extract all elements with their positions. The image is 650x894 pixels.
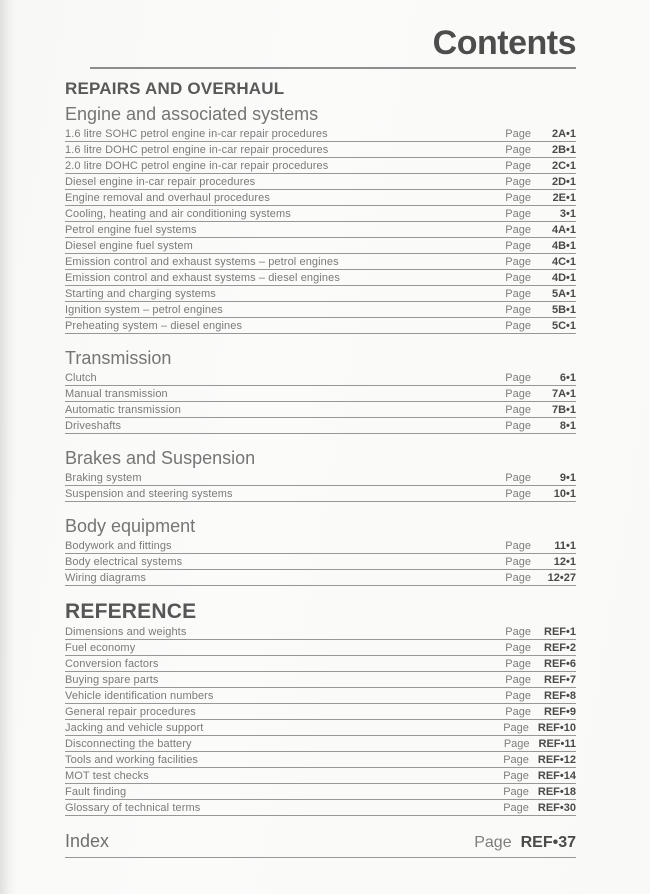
toc-row: [65, 768, 576, 784]
toc-row: [65, 672, 576, 688]
row-title: Emission control and exhaust systems – diesel engines: [65, 272, 340, 284]
page-number: REF•12: [537, 754, 576, 766]
page-reference: [505, 706, 576, 718]
section-heading: REFERENCE: [65, 600, 197, 623]
page-label: Page: [505, 488, 531, 500]
toc-row: [65, 190, 576, 206]
page-reference: [505, 160, 576, 172]
row-title: Fault finding: [65, 786, 127, 798]
page-reference: [505, 488, 576, 500]
page-label: Page: [505, 224, 531, 236]
section-heading: REPAIRS AND OVERHAUL: [65, 79, 285, 98]
row-title: Suspension and steering systems: [65, 488, 233, 500]
toc-row: [65, 142, 576, 158]
row-title: Buying spare parts: [65, 674, 159, 686]
page-reference: [505, 320, 576, 332]
page-reference: [505, 556, 576, 568]
toc-section: [65, 830, 576, 858]
page-number: 3•1: [559, 208, 576, 220]
toc-row: [65, 538, 576, 554]
index-row: [65, 830, 576, 858]
page-number: REF•14: [537, 770, 576, 782]
page-reference: [505, 658, 576, 670]
row-title: Tools and working facilities: [65, 754, 199, 766]
toc-row: [65, 640, 576, 656]
row-title: Preheating system – diesel engines: [65, 320, 243, 332]
page-number: 2A•1: [551, 128, 576, 140]
page-reference: [505, 420, 576, 432]
row-title: Emission control and exhaust systems – petrol engines: [65, 256, 339, 268]
page-number: 5B•1: [551, 304, 576, 316]
toc-section: [65, 103, 576, 334]
toc-row: [65, 554, 576, 570]
page-number: 5A•1: [551, 288, 576, 300]
page-label: Page: [505, 420, 531, 432]
page-number: 4B•1: [551, 240, 576, 252]
page-reference: [505, 388, 576, 400]
section-heading: Engine and associated systems: [65, 104, 319, 124]
row-title: Diesel engine fuel system: [65, 240, 193, 252]
toc-row: [65, 656, 576, 672]
page-reference: [505, 626, 576, 638]
page-label: Page: [505, 706, 531, 718]
row-title: 1.6 litre SOHC petrol engine in-car repair procedures: [65, 128, 328, 140]
page-number: 2E•1: [552, 192, 576, 204]
page-label: Page: [505, 144, 531, 156]
row-title: Body electrical systems: [65, 556, 183, 568]
page-reference: [505, 256, 576, 268]
page-number: 4C•1: [551, 256, 576, 268]
page-reference: [505, 472, 576, 484]
row-title: Manual transmission: [65, 388, 168, 400]
page-reference: [505, 176, 576, 188]
page-reference: [505, 224, 576, 236]
page-reference: [505, 288, 576, 300]
page-reference: [505, 642, 576, 654]
toc-row: [65, 736, 576, 752]
toc-row: [65, 386, 576, 402]
row-title: General repair procedures: [65, 706, 196, 718]
page-reference: [505, 304, 576, 316]
page-number: REF•8: [544, 690, 576, 702]
page-label: Page: [503, 754, 529, 766]
row-title: Vehicle identification numbers: [65, 690, 214, 702]
page-label: Page: [505, 176, 531, 188]
page-reference: [505, 690, 576, 702]
page-number: REF•9: [544, 706, 576, 718]
page-number: 7B•1: [551, 404, 576, 416]
page-number: 2B•1: [551, 144, 576, 156]
page-number: 7A•1: [551, 388, 576, 400]
page-label: Page: [505, 256, 531, 268]
page-label: Page: [505, 404, 531, 416]
row-title: Clutch: [65, 372, 97, 384]
toc-row: [65, 704, 576, 720]
toc-section: [65, 515, 576, 586]
toc-row: [65, 238, 576, 254]
page-label: Page: [505, 208, 531, 220]
row-title: Wiring diagrams: [65, 572, 146, 584]
page-reference: [503, 722, 576, 734]
toc-section: [65, 347, 576, 434]
toc-row: [65, 752, 576, 768]
toc-row: [65, 470, 576, 486]
scan-edge-shadow: [0, 0, 16, 894]
page-number: 11•1: [554, 540, 576, 552]
page-label: Page: [505, 388, 531, 400]
page-label: Page: [505, 372, 531, 384]
page-label: Page: [505, 642, 531, 654]
page-number: REF•18: [537, 786, 576, 798]
page-label: Page: [505, 556, 531, 568]
page-reference: [503, 754, 576, 766]
row-title: Dimensions and weights: [65, 626, 187, 638]
page-label: Page: [505, 658, 531, 670]
page-label: Page: [505, 272, 531, 284]
page-label: Page: [505, 192, 531, 204]
page-number: REF•37: [520, 834, 576, 851]
toc-section: [65, 447, 576, 502]
toc-row: [65, 800, 576, 816]
row-title: Disconnecting the battery: [65, 738, 192, 750]
page-label: Page: [505, 472, 531, 484]
page-number: 2C•1: [551, 160, 576, 172]
page-label: Page: [505, 288, 531, 300]
page-number: 9•1: [559, 472, 576, 484]
toc-section: [65, 79, 576, 99]
page-reference: [505, 240, 576, 252]
toc-row: [65, 302, 576, 318]
row-title: Glossary of technical terms: [65, 802, 201, 814]
page-label: Page: [503, 738, 530, 750]
toc-row: [65, 206, 576, 222]
page-label: Page: [503, 802, 529, 814]
page-label: Page: [505, 160, 531, 172]
toc-row: [65, 254, 576, 270]
row-title: Diesel engine in-car repair procedures: [65, 176, 256, 188]
toc-row: [65, 688, 576, 704]
page-number: REF•7: [544, 674, 576, 686]
page-label: Page: [505, 690, 531, 702]
toc-row: [65, 784, 576, 800]
page-reference: [505, 128, 576, 140]
page-label: Page: [503, 770, 529, 782]
row-title: Braking system: [65, 472, 142, 484]
toc-row: [65, 318, 576, 334]
page-label: Page: [505, 540, 531, 552]
toc-row: [65, 158, 576, 174]
page-reference: [505, 572, 576, 584]
toc-row: [65, 418, 576, 434]
page-reference: [505, 144, 576, 156]
row-title: 1.6 litre DOHC petrol engine in-car repair procedures: [65, 144, 329, 156]
toc-row: [65, 286, 576, 302]
page-reference: [505, 208, 576, 220]
page-label: Page: [505, 320, 531, 332]
row-title: Automatic transmission: [65, 404, 181, 416]
page-number: REF•6: [544, 658, 576, 670]
page-label: Page: [505, 626, 531, 638]
page-number: 4D•1: [551, 272, 576, 284]
page-number: 12•1: [553, 556, 576, 568]
toc-row: [65, 174, 576, 190]
page-reference: [503, 802, 576, 814]
page-label: Page: [505, 674, 531, 686]
page-reference: [505, 372, 576, 384]
toc-row: [65, 222, 576, 238]
page-label: Page: [505, 572, 531, 584]
page-reference: [505, 404, 576, 416]
row-title: Fuel economy: [65, 642, 136, 654]
page-number: 8•1: [559, 420, 576, 432]
row-title: Cooling, heating and air conditioning systems: [65, 208, 291, 220]
row-title: Engine removal and overhaul procedures: [65, 192, 270, 204]
toc-row: [65, 486, 576, 502]
page-reference: [504, 738, 576, 750]
page-number: REF•10: [537, 722, 576, 734]
row-title: Petrol engine fuel systems: [65, 224, 197, 236]
page-label: Page: [474, 834, 512, 851]
page-reference: [505, 674, 576, 686]
toc-row: [65, 370, 576, 386]
page-number: 10•1: [553, 488, 576, 500]
toc-row: [65, 624, 576, 640]
page-number: REF•30: [537, 802, 576, 814]
page-number: REF•2: [544, 642, 576, 654]
page-number: 12•27: [547, 572, 576, 584]
page-number: 4A•1: [551, 224, 576, 236]
section-heading: Transmission: [65, 348, 172, 368]
page-title: Contents: [432, 24, 576, 62]
row-title: MOT test checks: [65, 770, 149, 782]
row-title: Ignition system – petrol engines: [65, 304, 223, 316]
page-number: 2D•1: [551, 176, 576, 188]
toc-row: [65, 270, 576, 286]
row-title: Conversion factors: [65, 658, 159, 670]
section-heading: Body equipment: [65, 516, 196, 536]
toc-section: [65, 599, 576, 816]
toc-row: [65, 720, 576, 736]
section-heading: Brakes and Suspension: [65, 448, 256, 468]
page-reference: [474, 834, 576, 852]
row-title: Starting and charging systems: [65, 288, 216, 300]
page-reference: [505, 272, 576, 284]
table-of-contents: [65, 79, 576, 858]
toc-row: [65, 570, 576, 586]
page-label: Page: [505, 128, 531, 140]
row-title: 2.0 litre DOHC petrol engine in-car repair procedures: [65, 160, 329, 172]
page-content: [65, 0, 576, 858]
toc-row: [65, 126, 576, 142]
title-rule: [90, 67, 576, 69]
row-title: Jacking and vehicle support: [65, 722, 204, 734]
page-number: 5C•1: [551, 320, 576, 332]
page-number: REF•1: [544, 626, 576, 638]
page-label: Page: [503, 786, 529, 798]
row-title: Driveshafts: [65, 420, 122, 432]
page-reference: [505, 540, 576, 552]
row-title: Bodywork and fittings: [65, 540, 172, 552]
section-heading: Index: [65, 831, 110, 851]
page-label: Page: [505, 240, 531, 252]
page-label: Page: [503, 722, 529, 734]
page-reference: [505, 192, 576, 204]
page-number: 6•1: [559, 372, 576, 384]
page-number: REF•11: [538, 738, 576, 750]
page-label: Page: [505, 304, 531, 316]
toc-row: [65, 402, 576, 418]
page-reference: [503, 770, 576, 782]
page-reference: [503, 786, 576, 798]
